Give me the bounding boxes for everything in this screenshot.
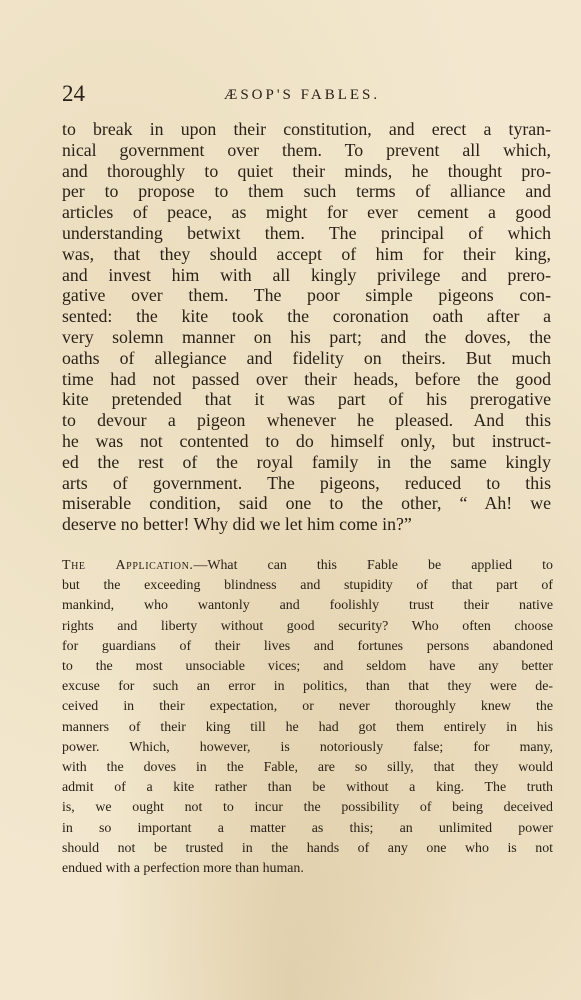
fable-line: was, that they should accept of him for their king, (62, 243, 551, 264)
application-first-line (62, 556, 553, 576)
application-line: for guardians of their lives and fortunes persons abandoned (62, 638, 553, 654)
fable-line: understanding betwixt them. The principal of which (62, 222, 551, 243)
application-line: in so important a matter as this; an unlimited power (62, 820, 553, 836)
fable-line: ed the rest of the royal family in the same kingly (62, 451, 551, 472)
fable-line: arts of government. The pigeons, reduced to this (62, 472, 551, 493)
fable-line: very solemn manner on his part; and the doves, the (62, 326, 551, 347)
fable-line: miserable condition, said one to the other, “ Ah! we (62, 493, 551, 514)
application-line: with the doves in the Fable, are so silly, that they would (62, 760, 553, 776)
application-line: endued with a perfection more than human. (62, 861, 304, 877)
fable-line: to devour a pigeon whenever he pleased. And this (62, 410, 551, 431)
fable-line: articles of peace, as might for ever cement a good (62, 202, 551, 223)
application-heading: The Application. (62, 558, 194, 573)
application-line: should not be trusted in the hands of any one who is not (62, 840, 553, 856)
fable-line: sented: the kite took the coronation oath after a (62, 306, 551, 327)
application-first-line-rest: —What can this Fable be applied to (193, 558, 553, 573)
running-title: ÆSOP'S FABLES. (224, 87, 381, 103)
fable-line: and invest him with all kingly privilege and prero- (62, 264, 551, 285)
application-line: admit of a kite rather than be without a king. The truth (62, 780, 553, 796)
fable-text (62, 119, 551, 535)
fable-line: per to propose to them such terms of alliance and (62, 181, 551, 202)
fable-line: he was not contented to do himself only, but instruct- (62, 430, 551, 451)
fable-line: and thoroughly to quiet their minds, he thought pro- (62, 160, 551, 181)
application-line: is, we ought not to incur the possibility of being deceived (62, 800, 553, 816)
application-line: rights and liberty without good security? Who often choose (62, 618, 553, 634)
fable-line: to break in upon their constitution, and erect a tyran- (62, 119, 551, 139)
fable-line: deserve no better! Why did we let him come in?” (62, 514, 412, 535)
application-line: excuse for such an error in politics, than that they were de- (62, 679, 553, 695)
fable-line: oaths of allegiance and fidelity on theirs. But much (62, 347, 551, 368)
application-line: mankind, who wantonly and foolishly trust their native (62, 598, 553, 614)
fable-line: nical government over them. To prevent all which, (62, 139, 551, 160)
application-line: to the most unsociable vices; and seldom have any better (62, 659, 553, 675)
fable-line: gative over them. The poor simple pigeons con- (62, 285, 551, 306)
application-line: ceived in their expectation, or never thoroughly knew the (62, 699, 553, 715)
application-line: manners of their king till he had got them entirely in his (62, 719, 553, 735)
fable-line: time had not passed over their heads, before the good (62, 368, 551, 389)
application-line: power. Which, however, is notoriously false; for many, (62, 739, 553, 755)
page-header (62, 80, 524, 110)
application-line: but the exceeding blindness and stupidity of that part of (62, 578, 553, 594)
fable-line: kite pretended that it was part of his prerogative (62, 389, 551, 410)
application-text (62, 556, 553, 879)
page-number: 24 (62, 81, 85, 106)
